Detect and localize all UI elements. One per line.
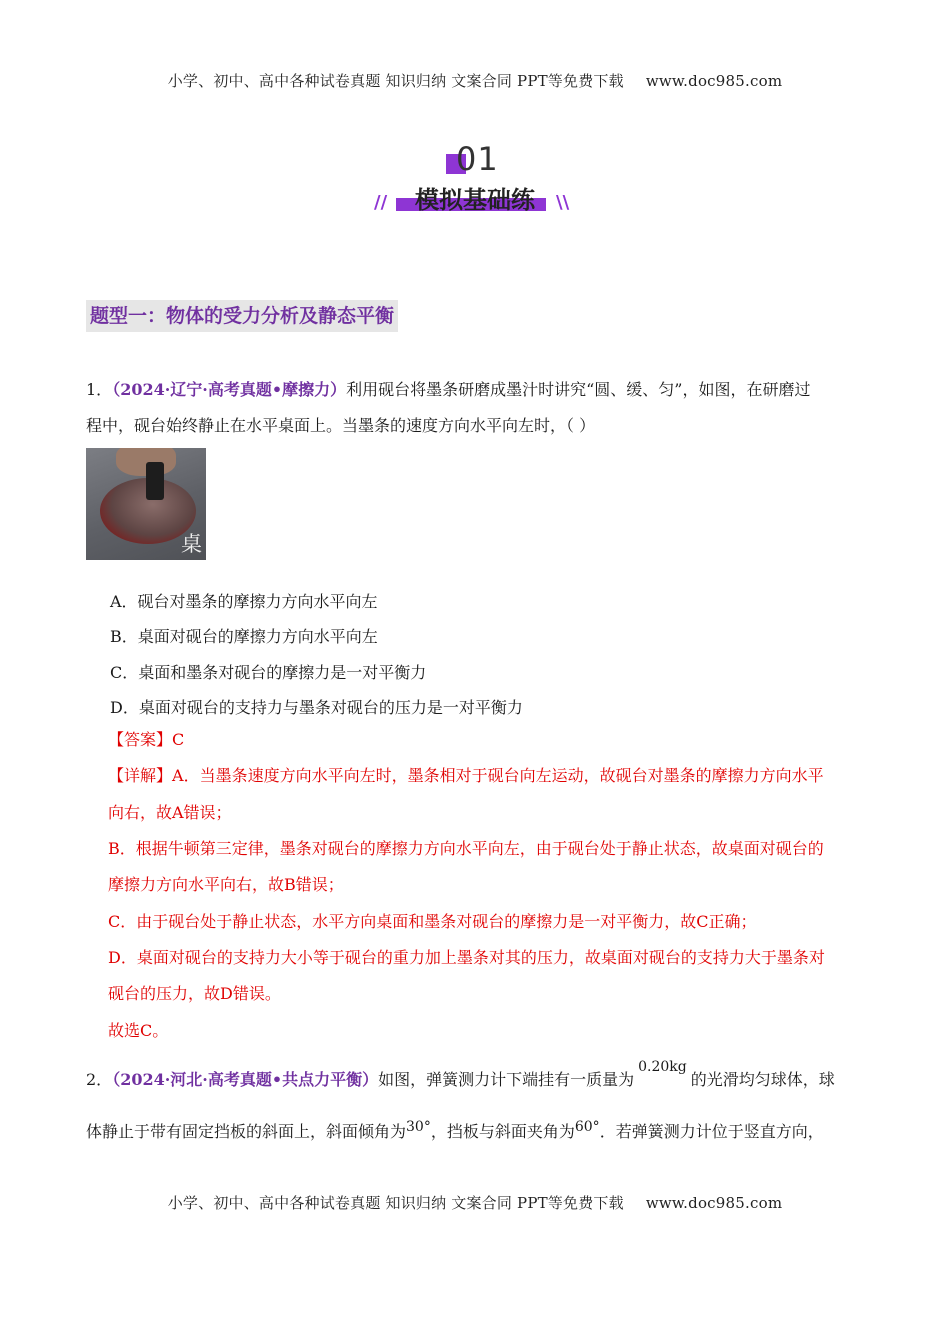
q2-number: 2．	[86, 1070, 113, 1089]
q1-stem-line1	[86, 372, 866, 408]
header-url[interactable]: www.doc985.com	[645, 72, 783, 90]
badge-right-slash-icon: \\	[556, 192, 570, 213]
photo-label: 桌	[181, 532, 202, 556]
q2-text2b: ，挡板与斜面夹角为	[430, 1122, 575, 1141]
q1-detail-line2: 向右，故A错误；	[108, 803, 232, 822]
q1-stem-line2: 程中，砚台始终静止在水平桌面上。当墨条的速度方向水平向左时，（ ）	[86, 416, 596, 435]
footer-url[interactable]: www.doc985.com	[645, 1194, 783, 1212]
q1-stem-text1: 利用砚台将墨条研磨成墨汁时讲究“圆、缓、匀”，如图，在研磨过	[346, 380, 811, 399]
q2-source: （2024·河北·高考真题•共点力平衡）	[112, 1070, 379, 1089]
q2-text2a: 体静止于带有固定挡板的斜面上，斜面倾角为	[86, 1122, 407, 1141]
q1-detail-line5: C．由于砚台处于静止状态，水平方向桌面和墨条对砚台的摩擦力是一对平衡力，故C正确；	[108, 912, 757, 931]
q2-text1b: 的光滑均匀球体，球	[690, 1070, 835, 1089]
q1-detail-text1: A．当墨条速度方向水平向左时，墨条相对于砚台向左运动，故砚台对墨条的摩擦力方向水平	[172, 766, 824, 785]
footer-text: 小学、初中、高中各种试卷真题 知识归纳 文案合同 PPT等免费下载	[167, 1194, 624, 1212]
header-text: 小学、初中、高中各种试卷真题 知识归纳 文案合同 PPT等免费下载	[167, 72, 624, 90]
page-header	[0, 70, 950, 91]
badge-left-slash-icon: //	[374, 192, 388, 213]
q1-option-c: C．桌面和墨条对砚台的摩擦力是一对平衡力	[110, 663, 427, 682]
page-footer	[0, 1192, 950, 1213]
q1-option-b: B．桌面对砚台的摩擦力方向水平向左	[110, 627, 378, 646]
q1-answer: 【答案】C	[108, 730, 185, 749]
badge-title: 模拟基础练	[415, 186, 535, 214]
q2-angle1: 30°	[406, 1119, 431, 1135]
q1-option-d: D．桌面对砚台的支持力与墨条对砚台的压力是一对平衡力	[110, 698, 523, 717]
q1-number: 1．	[86, 380, 113, 399]
q2-stem-line2	[86, 1114, 876, 1151]
q2-stem-line1	[86, 1059, 876, 1099]
q1-conclusion: 故选C。	[108, 1021, 169, 1040]
q1-detail-line3: B．根据牛顿第三定律，墨条对砚台的摩擦力方向水平向左，由于砚台处于静止状态，故桌面对砚台的	[108, 839, 824, 858]
q1-option-a: A．砚台对墨条的摩擦力方向水平向左	[110, 592, 378, 611]
section-badge	[372, 140, 578, 220]
q2-angle2: 60°	[574, 1119, 600, 1135]
q1-detail-line6: D．桌面对砚台的支持力大小等于砚台的重力加上墨条对其的压力，故桌面对砚台的支持力大于墨条对	[108, 948, 825, 967]
q2-mass: 0.20kg	[638, 1059, 687, 1075]
badge-number: 01	[456, 140, 499, 178]
q2-text2c: ．若弹簧测力计位于竖直方向，	[599, 1122, 824, 1141]
q1-source: （2024·辽宁·高考真题•摩擦力）	[112, 380, 347, 399]
q2-text1a: 如图，弹簧测力计下端挂有一质量为	[378, 1070, 635, 1089]
section-heading: 题型一：物体的受力分析及静态平衡	[86, 300, 398, 332]
q1-inkstone-photo	[86, 448, 206, 560]
q1-detail-label: 【详解】	[108, 766, 173, 785]
q1-detail-line1	[108, 758, 868, 794]
q1-detail-line7: 砚台的压力，故D错误。	[108, 984, 281, 1003]
inkstick-shape	[146, 462, 164, 500]
q1-detail-line4: 摩擦力方向水平向右，故B错误；	[108, 875, 344, 894]
